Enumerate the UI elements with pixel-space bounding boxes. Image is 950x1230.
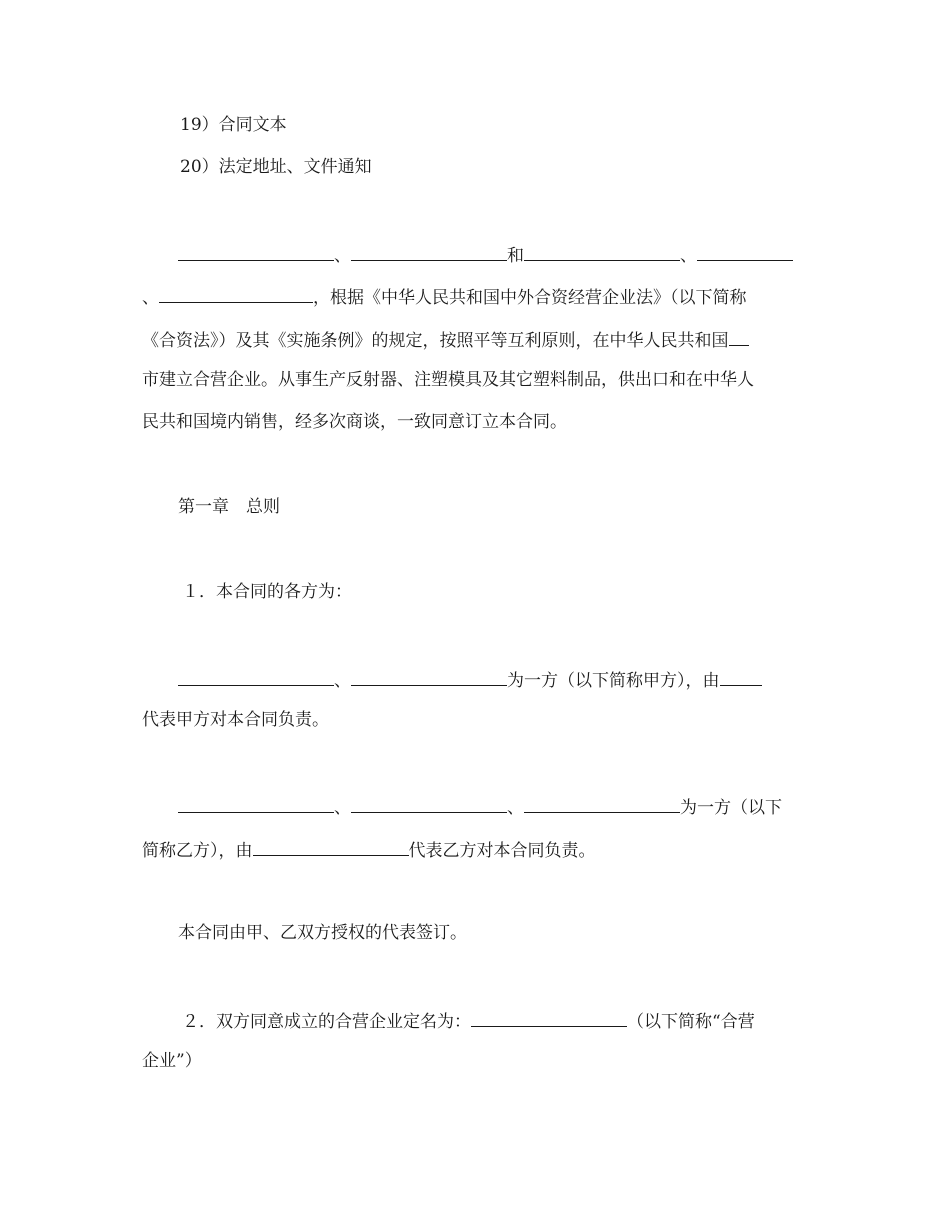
preamble-line-1 (178, 243, 793, 266)
party-a-line-1 (178, 668, 762, 691)
list-item-20: 20）法定地址、文件通知 (180, 157, 372, 177)
blank-field (351, 668, 507, 686)
blank-field (720, 668, 762, 686)
blank-field (253, 838, 409, 856)
party-a-line-2: 代表甲方对本合同负责。 (142, 710, 329, 730)
chapter-title: 第一章 总则 (178, 497, 280, 517)
blank-field (524, 795, 680, 813)
party-b-line-1 (178, 795, 782, 818)
clause-2-text: ２．双方同意成立的合营企业定名为： (182, 1012, 471, 1032)
preamble-text: 《合资法》）及其《实施条例》的规定，按照平等互利原则，在中华人民共和国 (142, 331, 729, 351)
separator: 、 (680, 246, 697, 266)
party-b-line-2 (142, 838, 596, 861)
separator: 、 (142, 288, 159, 308)
blank-field (159, 285, 313, 303)
party-b-text: 代表乙方对本合同负责。 (408, 841, 596, 861)
blank-field (178, 795, 334, 813)
blank-field (697, 243, 793, 261)
blank-field (178, 243, 334, 261)
clause-2-text: （以下简称“合营 (627, 1012, 755, 1032)
list-item-19: 19）合同文本 (180, 115, 287, 135)
signing-statement: 本合同由甲、乙双方授权的代表签订。 (178, 923, 467, 943)
preamble-line-2 (142, 285, 747, 308)
preamble-line-4: 市建立合营企业。从事生产反射器、注塑模具及其它塑料制品，供出口和在中华人 (142, 370, 754, 390)
blank-field (351, 243, 507, 261)
party-b-text: 简称乙方），由 (142, 841, 253, 861)
clause-2-line-1 (182, 1009, 755, 1032)
preamble-line-5: 民共和国境内销售，经多次商谈，一致同意订立本合同。 (142, 412, 567, 432)
preamble-line-3 (142, 328, 749, 351)
party-a-text: 为一方（以下简称甲方），由 (507, 671, 720, 691)
clause-2-line-2: 企业”） (142, 1051, 202, 1071)
separator: 、 (334, 671, 351, 691)
blank-field (524, 243, 680, 261)
clause-1-heading: １．本合同的各方为： (182, 582, 352, 602)
blank-field (351, 795, 507, 813)
separator: 、 (334, 798, 351, 818)
party-b-text: 为一方（以下 (680, 798, 782, 818)
blank-field (471, 1009, 627, 1027)
preamble-text: ，根据《中华人民共和国中外合资经营企业法》（以下简称 (313, 288, 747, 308)
separator: 、 (507, 798, 524, 818)
separator: 、 (334, 246, 351, 266)
blank-field (729, 328, 749, 346)
separator: 和 (507, 246, 524, 266)
blank-field (178, 668, 334, 686)
